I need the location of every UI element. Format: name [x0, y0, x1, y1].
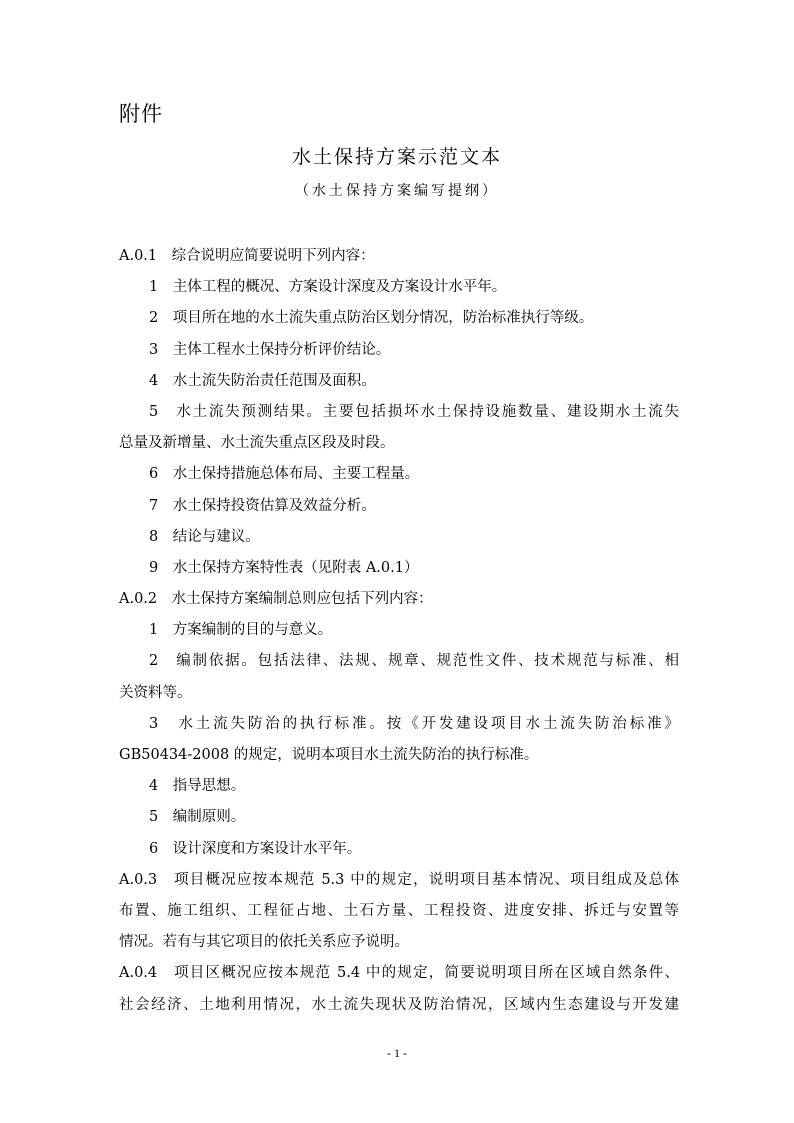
list-item: 6 水土保持措施总体布局、主要工程量。 [149, 466, 420, 483]
list-item: 3 主体工程水土保持分析评价结论。 [149, 341, 391, 358]
list-item: 1 方案编制的目的与意义。 [149, 622, 333, 639]
list-item: 7 水土保持投资估算及效益分析。 [149, 497, 376, 514]
list-item-continuation: GB50434-2008 的规定，说明本项目水土流失防治的执行标准。 [119, 747, 539, 763]
attachment-label: 附件 [119, 102, 163, 126]
document-title: 水土保持方案示范文本 [291, 146, 502, 168]
list-item-continuation: 总量及新增量、水土流失重点区段及时段。 [119, 435, 395, 452]
document-body [119, 246, 679, 1026]
section-a03-paragraph: 情况。若有与其它项目的依托关系应予说明。 [119, 934, 409, 951]
section-a03-paragraph: 布置、施工组织、工程征占地、土石方量、工程投资、进度安排、拆迁与安置等 [119, 902, 679, 919]
list-item: 2 编制依据。包括法律、法规、规章、规范性文件、技术规范与标准、相 [149, 653, 679, 670]
list-item: 8 结论与建议。 [149, 528, 260, 545]
section-a03-paragraph: A.0.3 项目概况应按本规范 5.3 中的规定，说明项目基本情况、项目组成及总体 [119, 871, 679, 888]
section-a01-heading: A.0.1 综合说明应简要说明下列内容： [119, 248, 375, 264]
list-item-continuation: 关资料等。 [119, 684, 192, 701]
section-a04-paragraph: 社会经济、土地利用情况，水土流失现状及防治情况，区域内生态建设与开发建 [119, 996, 679, 1013]
list-item: 2 项目所在地的水土流失重点防治区划分情况，防治标准执行等级。 [149, 310, 594, 327]
list-item: 4 水土流失防治责任范围及面积。 [149, 372, 376, 389]
document-subtitle: （水土保持方案编写提纲） [295, 183, 499, 199]
list-item: 5 水土流失预测结果。主要包括损坏水土保持设施数量、建设期水土流失 [149, 403, 679, 420]
list-item: 6 设计深度和方案设计水平年。 [149, 840, 362, 857]
list-item: 1 主体工程的概况、方案设计深度及方案设计水平年。 [149, 279, 507, 296]
section-a02-heading: A.0.2 水土保持方案编制总则应包括下列内容： [119, 591, 433, 608]
list-item: 9 水土保持方案特性表（见附表 A.0.1） [149, 559, 419, 576]
section-a04-paragraph: A.0.4 项目区概况应按本规范 5.4 中的规定，简要说明项目所在区域自然条件、 [119, 965, 679, 982]
list-item: 4 指导思想。 [149, 778, 246, 795]
list-item: 5 编制原则。 [149, 809, 246, 826]
list-item: 3 水土流失防治的执行标准。按《开发建设项目水土流失防治标准》 [149, 715, 679, 732]
page-number: - 1 - [387, 1046, 407, 1060]
